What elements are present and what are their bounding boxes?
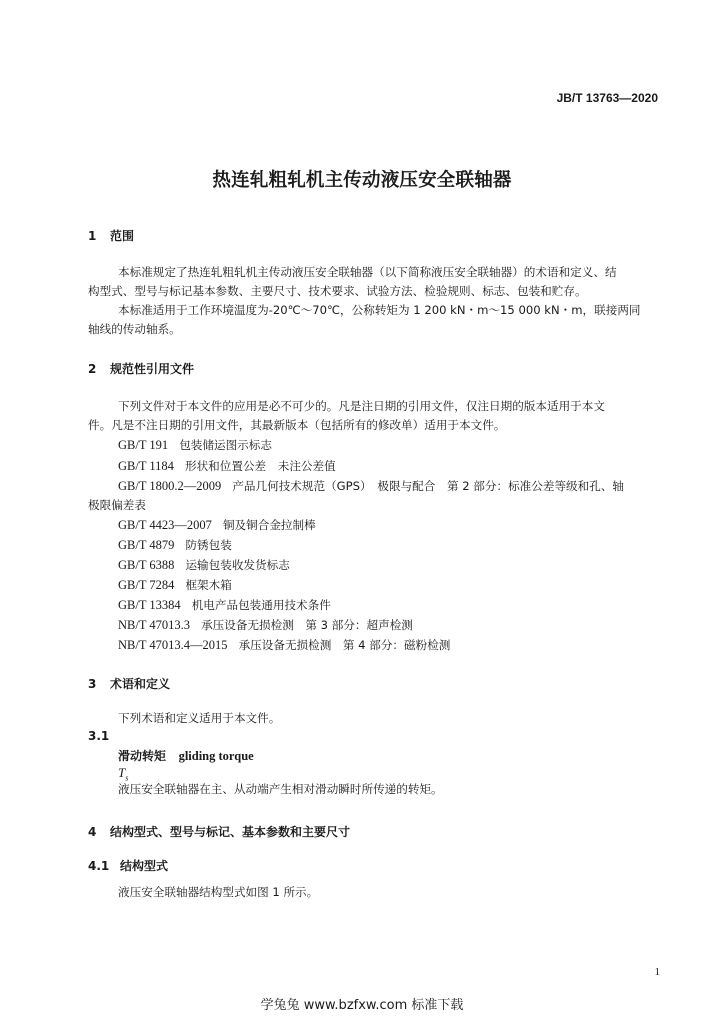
- term-number: 3.1: [88, 729, 110, 743]
- reference-code: GB/T 7284: [118, 578, 175, 592]
- subsection-4-1-heading: [88, 857, 168, 874]
- reference-title: 机电产品包装通用技术条件: [191, 598, 331, 612]
- section-3-heading: [88, 675, 170, 692]
- reference-title: 承压设备无损检测 第 3 部分：超声检测: [201, 618, 413, 632]
- reference-code: GB/T 1800.2—2009: [118, 479, 222, 493]
- reference-code: NB/T 47013.3: [118, 618, 190, 632]
- section-number: 2: [88, 362, 97, 376]
- page-number: 1: [654, 966, 660, 978]
- document-title: 热连轧粗轧机主传动液压安全联轴器: [212, 170, 512, 191]
- reference-code: GB/T 6388: [118, 558, 175, 572]
- section-title: 结构型式、型号与标记、基本参数和主要尺寸: [110, 825, 351, 839]
- reference-title: 铜及铜合金拉制棒: [222, 518, 316, 532]
- section-title: 术语和定义: [110, 677, 171, 691]
- standard-number: JB/T 13763—2020: [556, 91, 658, 105]
- section-title: 范围: [110, 229, 135, 243]
- reference-item: [118, 478, 624, 494]
- reference-code: NB/T 47013.4—2015: [118, 638, 228, 652]
- paragraph-line: 下列文件对于本文件的应用是必不可少的。凡是注日期的引用文件，仅注日期的版本适用于本文: [118, 399, 605, 413]
- section-number: 4: [88, 825, 97, 839]
- term-entry: [118, 747, 254, 764]
- reference-title: 产品几何技术规范（GPS） 极限与配合 第 2 部分：标准公差等级和孔、轴: [232, 479, 625, 493]
- reference-title: 包装储运图示标志: [179, 438, 272, 452]
- section-title: 结构型式: [120, 859, 169, 873]
- paragraph-line: 轴线的传动轴系。: [88, 322, 181, 336]
- reference-item: [118, 577, 232, 593]
- section-2-heading: [88, 360, 194, 377]
- section-title: 规范性引用文件: [110, 362, 195, 376]
- paragraph-line: 本标准适用于工作环境温度为-20℃～70℃，公称转矩为 1 200 kN・m～15 000 kN・m，联接两同: [118, 303, 641, 317]
- reference-code: GB/T 13384: [118, 598, 181, 612]
- footer-watermark: 学兔兔 www.bzfxw.com 标准下载: [260, 998, 464, 1013]
- reference-title: 形状和位置公差 未注公差值: [184, 459, 336, 473]
- section-number: 1: [88, 229, 97, 243]
- paragraph-line: 下列术语和定义适用于本文件。: [118, 711, 281, 725]
- reference-item: [118, 557, 290, 573]
- reference-code: GB/T 4879: [118, 538, 175, 552]
- term-definition: 液压安全联轴器在主、从动端产生相对滑动瞬时所传递的转矩。: [118, 782, 443, 796]
- reference-item: [118, 458, 336, 474]
- reference-code: GB/T 191: [118, 438, 169, 452]
- symbol-subscript: s: [125, 773, 129, 783]
- reference-code: GB/T 4423—2007: [118, 518, 212, 532]
- paragraph-line: 液压安全联轴器结构型式如图 1 所示。: [118, 885, 319, 899]
- paragraph-line: 构型式、型号与标记基本参数、主要尺寸、技术要求、试验方法、检验规则、标志、包装和贮存。: [88, 284, 587, 298]
- reference-code: GB/T 1184: [118, 459, 174, 473]
- reference-title: 承压设备无损检测 第 4 部分：磁粉检测: [238, 638, 451, 652]
- reference-item: [118, 597, 331, 613]
- section-1-heading: [88, 227, 134, 244]
- reference-title: 防锈包装: [185, 538, 232, 552]
- section-4-heading: [88, 823, 350, 840]
- paragraph-line: 件。凡是不注日期的引用文件，其最新版本（包括所有的修改单）适用于本文件。: [88, 418, 506, 432]
- symbol-letter: T: [118, 765, 126, 780]
- reference-title: 框架木箱: [185, 578, 232, 592]
- reference-item: [118, 617, 413, 633]
- term-chinese: 滑动转矩: [118, 749, 167, 763]
- section-number: 3: [88, 677, 97, 691]
- reference-continuation: 极限偏差表: [88, 498, 146, 512]
- reference-item: [118, 637, 450, 653]
- reference-title: 运输包装收发货标志: [185, 558, 290, 572]
- reference-item: [118, 517, 316, 533]
- reference-item: [118, 537, 232, 553]
- section-number: 4.1: [88, 859, 110, 873]
- reference-item: [118, 437, 272, 453]
- term-english: gliding torque: [178, 749, 254, 763]
- paragraph-line: 本标准规定了热连轧粗轧机主传动液压安全联轴器（以下简称液压安全联轴器）的术语和定义、结: [118, 265, 617, 279]
